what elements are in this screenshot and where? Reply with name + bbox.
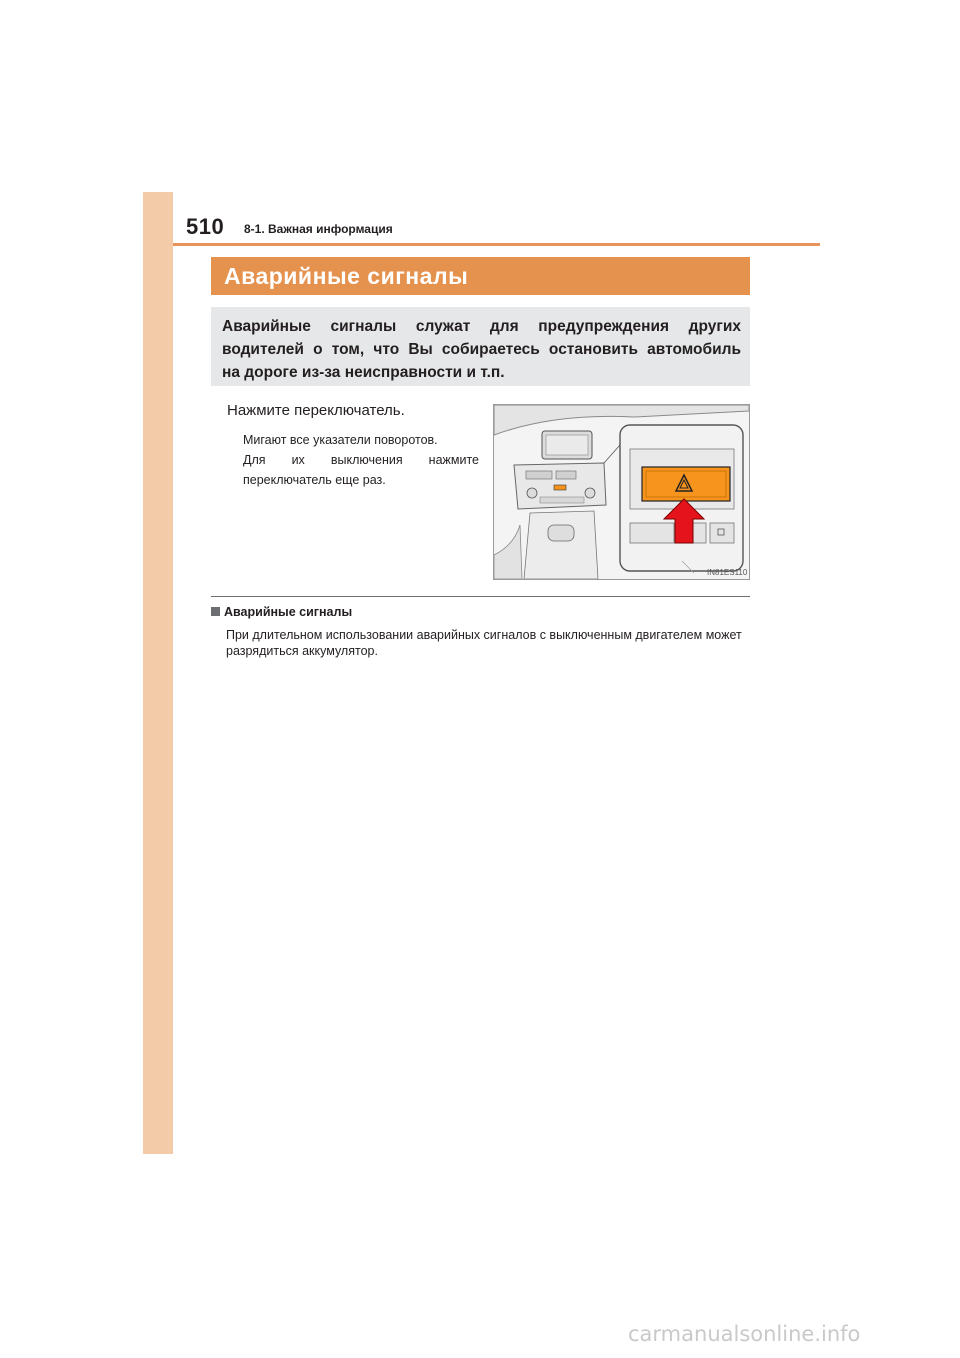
page-number: 510 [186, 214, 225, 239]
note-line-1: Мигают все указатели поворотов. [243, 433, 438, 447]
intro-line-2: водителей о том, что Вы собираетесь остановить автомобиль [222, 341, 741, 358]
intro-line-1: Аварийные сигналы служат для предупреждения других [222, 318, 741, 335]
note-line-2: Для их выключения нажмите [243, 453, 479, 467]
instruction-note [243, 430, 479, 490]
side-band [143, 192, 173, 1154]
instruction-text: Нажмите переключатель. [227, 402, 405, 419]
header-rule [173, 243, 820, 246]
intro-box [211, 307, 750, 386]
illustration-code: IN81ES110 [707, 568, 748, 577]
section-title: Аварийные сигналы [211, 257, 750, 295]
intro-line-3: на дороге из-за неисправности и т.п. [222, 364, 505, 381]
subsection-heading [211, 605, 352, 619]
note-line-3: переключатель еще раз. [243, 473, 386, 487]
subsection-heading-text: Аварийные сигналы [224, 605, 353, 619]
section-divider [211, 596, 750, 597]
square-bullet-icon [211, 607, 220, 616]
watermark: carmanualsonline.info [628, 1322, 861, 1346]
subsection-body: При длительном использовании аварийных сигналов с выключенным двигателем может разрядиться аккумулятор. [226, 628, 742, 658]
section-label: 8-1. Важная информация [244, 222, 393, 236]
dashboard-illustration [493, 404, 750, 580]
